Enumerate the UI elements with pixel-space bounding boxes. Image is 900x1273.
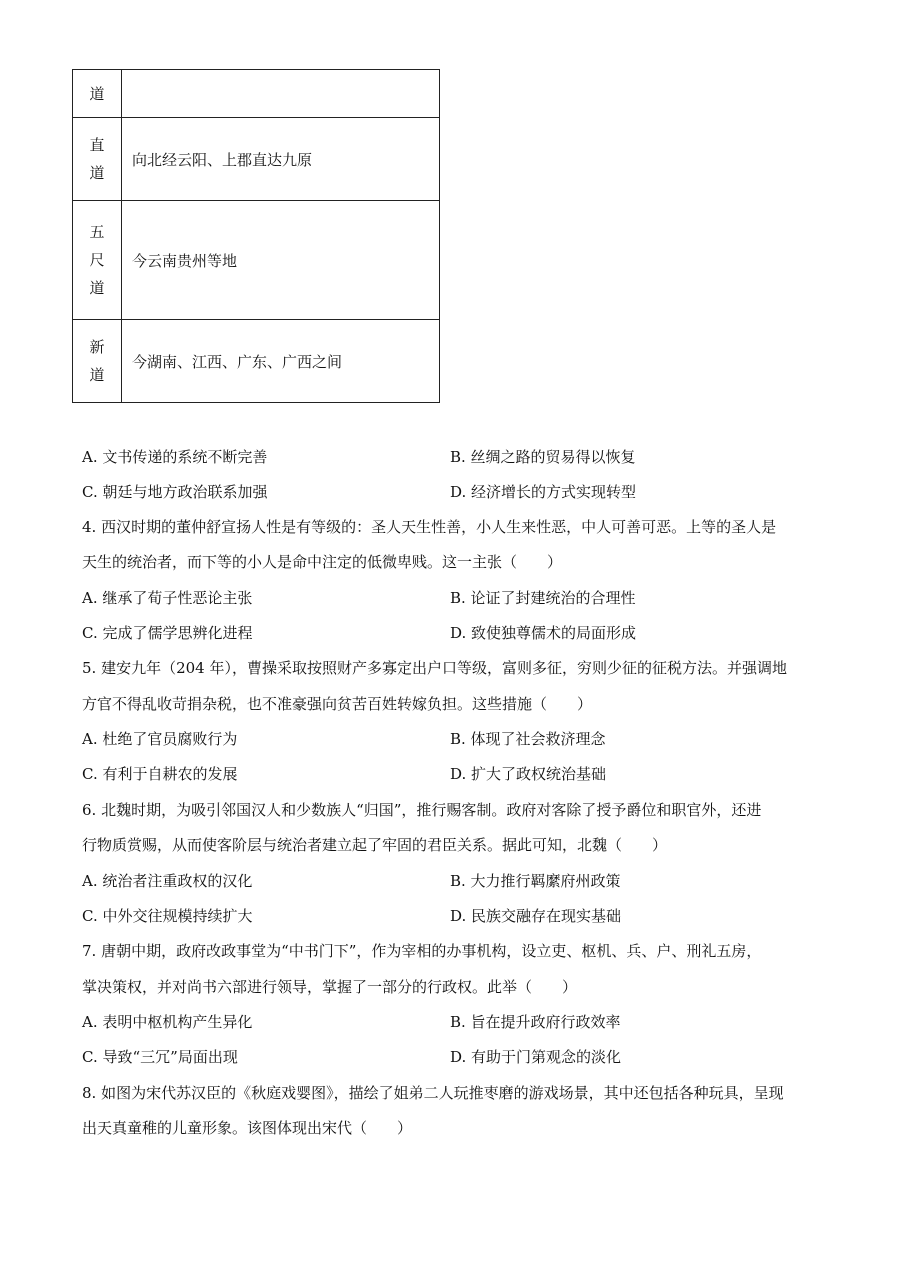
table-row <box>73 70 440 118</box>
q4-stem-line-1: 4. 西汉时期的董仲舒宣扬人性是有等级的：圣人天生性善，小人生来性恶，中人可善可恶。上等的圣人是 <box>82 518 777 536</box>
road-name-char: 道 <box>89 84 105 103</box>
q3-option-b[interactable]: B. 丝绸之路的贸易得以恢复 <box>450 448 636 466</box>
q3-option-c[interactable]: C. 朝廷与地方政治联系加强 <box>82 483 268 501</box>
q6-option-b[interactable]: B. 大力推行羁縻府州政策 <box>450 872 621 890</box>
road-desc-cell: 今云南贵州等地 <box>122 201 440 320</box>
q4-stem-line-2: 天生的统治者，而下等的小人是命中注定的低微卑贱。这一主张（ ） <box>82 553 563 571</box>
q4-option-b[interactable]: B. 论证了封建统治的合理性 <box>450 589 636 607</box>
q6-option-c[interactable]: C. 中外交往规模持续扩大 <box>82 907 253 925</box>
q3-option-a[interactable]: A. 文书传递的系统不断完善 <box>82 448 268 466</box>
road-name-cell <box>73 118 122 201</box>
roads-table <box>72 69 440 403</box>
q6-option-a[interactable]: A. 统治者注重政权的汉化 <box>82 872 253 890</box>
q6-option-d[interactable]: D. 民族交融存在现实基础 <box>450 907 622 925</box>
q7-option-d[interactable]: D. 有助于门第观念的淡化 <box>450 1048 622 1066</box>
q7-option-b[interactable]: B. 旨在提升政府行政效率 <box>450 1013 621 1031</box>
road-name-char: 道 <box>89 366 105 384</box>
road-name-char: 道 <box>89 279 105 297</box>
table-row <box>73 118 440 201</box>
road-desc-cell: 今湖南、江西、广东、广西之间 <box>122 320 440 403</box>
q4-option-d[interactable]: D. 致使独尊儒术的局面形成 <box>450 624 637 642</box>
q5-option-d[interactable]: D. 扩大了政权统治基础 <box>450 765 607 783</box>
road-name-cell <box>73 320 122 403</box>
q6-stem-line-1: 6. 北魏时期，为吸引邻国汉人和少数族人“归国”，推行赐客制。政府对客除了授予爵位和职官外，还进 <box>82 801 762 819</box>
q7-stem-line-1: 7. 唐朝中期，政府改政事堂为“中书门下”，作为宰相的办事机构，设立吏、枢机、兵、户、刑礼五房， <box>82 942 762 960</box>
q7-option-a[interactable]: A. 表明中枢机构产生异化 <box>82 1013 253 1031</box>
q5-option-c[interactable]: C. 有利于自耕农的发展 <box>82 765 238 783</box>
q3-option-d[interactable]: D. 经济增长的方式实现转型 <box>450 483 637 501</box>
q5-stem-line-1: 5. 建安九年（204 年），曹操采取按照财产多寡定出户口等级，富则多征，穷则少征的征税方法。并强调地 <box>82 659 787 677</box>
road-name-cell <box>73 70 122 118</box>
table-row <box>73 201 440 320</box>
road-name-char: 尺 <box>89 251 105 269</box>
road-name-cell <box>73 201 122 320</box>
q5-option-b[interactable]: B. 体现了社会救济理念 <box>450 730 606 748</box>
q7-stem-line-2: 掌决策权，并对尚书六部进行领导，掌握了一部分的行政权。此举（ ） <box>82 978 578 996</box>
q7-option-c[interactable]: C. 导致“三冗”局面出现 <box>82 1048 238 1066</box>
q6-stem-line-2: 行物质赏赐，从而使客阶层与统治者建立起了牢固的君臣关系。据此可知，北魏（ ） <box>82 836 668 854</box>
q4-option-a[interactable]: A. 继承了荀子性恶论主张 <box>82 589 253 607</box>
road-name-char: 道 <box>89 164 105 182</box>
q5-stem-line-2: 方官不得乱收苛捐杂税，也不准豪强向贫苦百姓转嫁负担。这些措施（ ） <box>82 695 593 713</box>
table-row <box>73 320 440 403</box>
road-name-char: 直 <box>89 136 105 154</box>
q8-stem-line-2: 出天真童稚的儿童形象。该图体现出宋代（ ） <box>82 1119 413 1137</box>
q4-option-c[interactable]: C. 完成了儒学思辨化进程 <box>82 624 253 642</box>
road-name-char: 新 <box>89 338 105 356</box>
q5-option-a[interactable]: A. 杜绝了官员腐败行为 <box>82 730 238 748</box>
road-desc-cell <box>122 70 440 118</box>
road-desc-cell: 向北经云阳、上郡直达九原 <box>122 118 440 201</box>
road-name-char: 五 <box>89 223 105 241</box>
q8-stem-line-1: 8. 如图为宋代苏汉臣的《秋庭戏婴图》，描绘了姐弟二人玩推枣磨的游戏场景，其中还包括各种玩具，呈现 <box>82 1084 784 1102</box>
